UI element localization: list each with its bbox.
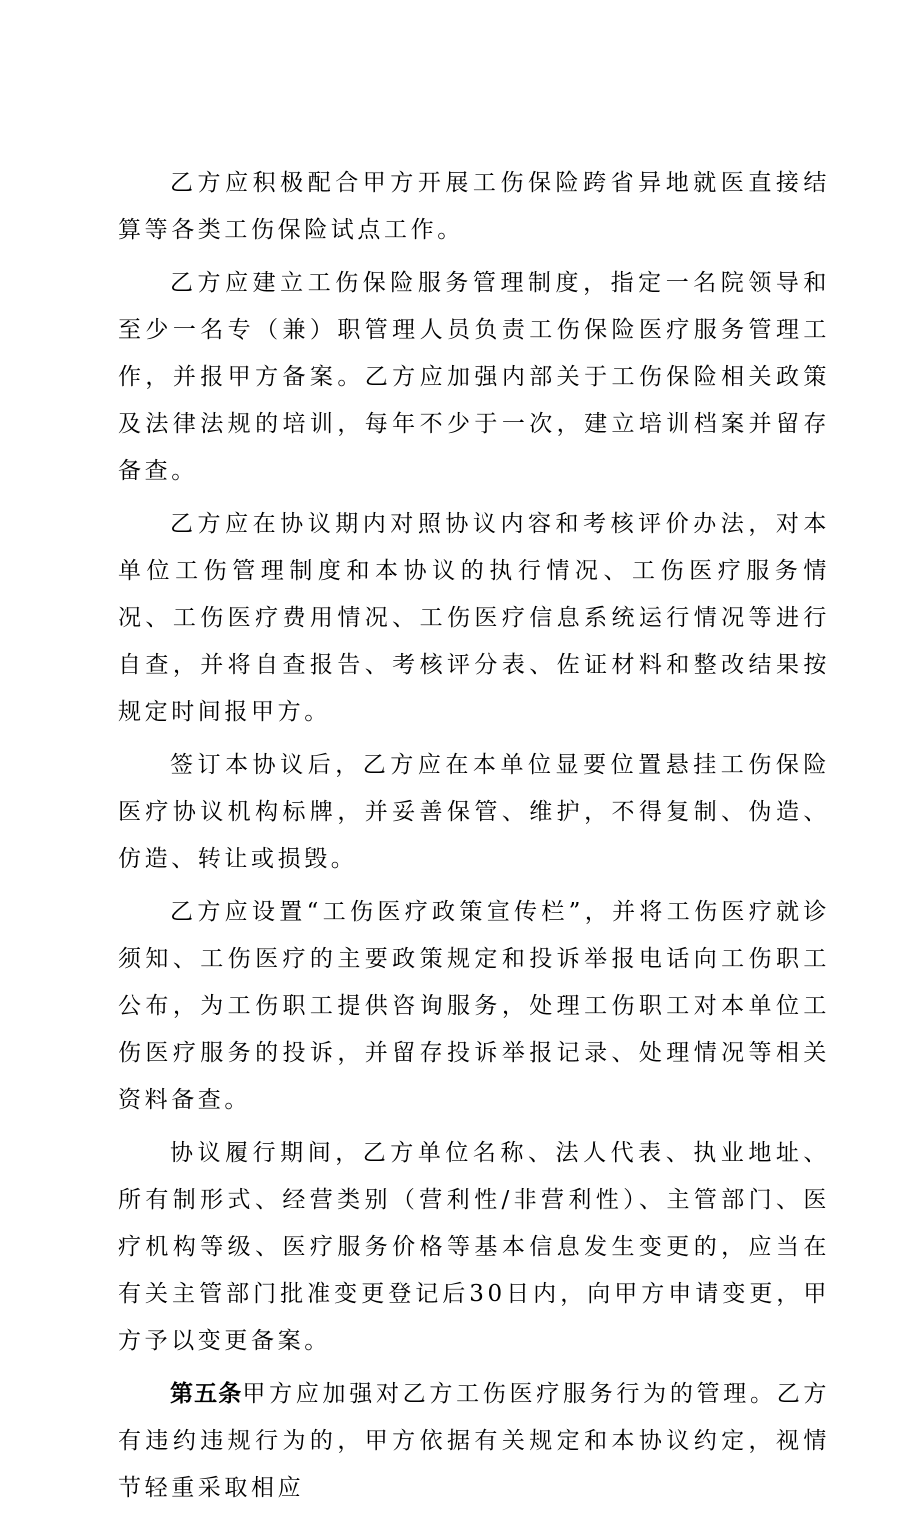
paragraph-signage: 签订本协议后，乙方应在本单位显要位置悬挂工伤保险医疗协议机构标牌，并妥善保管、维护，不得复制、伪造、仿造、转让或损毁。 [118,752,830,872]
paragraph-self-inspection: 乙方应在协议期内对照协议内容和考核评价办法，对本单位工伤管理制度和本协议的执行情况、工伤医疗服务情况、工伤医疗费用情况、工伤医疗信息系统运行情况等进行自查，并将自查报告、考核评分表、佐证材料和整改结果按规定时间报甲方。 [118,511,830,725]
paragraph-policy-board: 乙方应设置“工伤医疗政策宣传栏”，并将工伤医疗就诊须知、工伤医疗的主要政策规定和投诉举报电话向工伤职工公布，为工伤职工提供咨询服务，处理工伤职工对本单位工伤医疗服务的投诉，并留存投诉举报记录、处理情况等相关资料备查。 [118,899,830,1113]
paragraph-pilot-work: 乙方应积极配合甲方开展工伤保险跨省异地就医直接结算等各类工伤保险试点工作。 [118,170,830,243]
article-5-text: 甲方应加强对乙方工伤医疗服务行为的管理。乙方有违约违规行为的，甲方依据有关规定和本协议约定，视情节轻重采取相应 [118,1381,831,1501]
paragraph-info-change: 协议履行期间，乙方单位名称、法人代表、执业地址、所有制形式、经营类别（营利性/非营利性）、主管部门、医疗机构等级、医疗服务价格等基本信息发生变更的，应当在有关主管部门批准变更登记后30日内，向甲方申请变更，甲方予以变更备案。 [118,1140,830,1354]
paragraph-article-5 [118,1371,830,1512]
article-5-label: 第五条 [170,1381,243,1407]
paragraph-management-system: 乙方应建立工伤保险服务管理制度，指定一名院领导和至少一名专（兼）职管理人员负责工伤保险医疗服务管理工作，并报甲方备案。乙方应加强内部关于工伤保险相关政策及法律法规的培训，每年不少于一次，建立培训档案并留存备查。 [118,270,830,484]
document-body [118,160,830,1518]
